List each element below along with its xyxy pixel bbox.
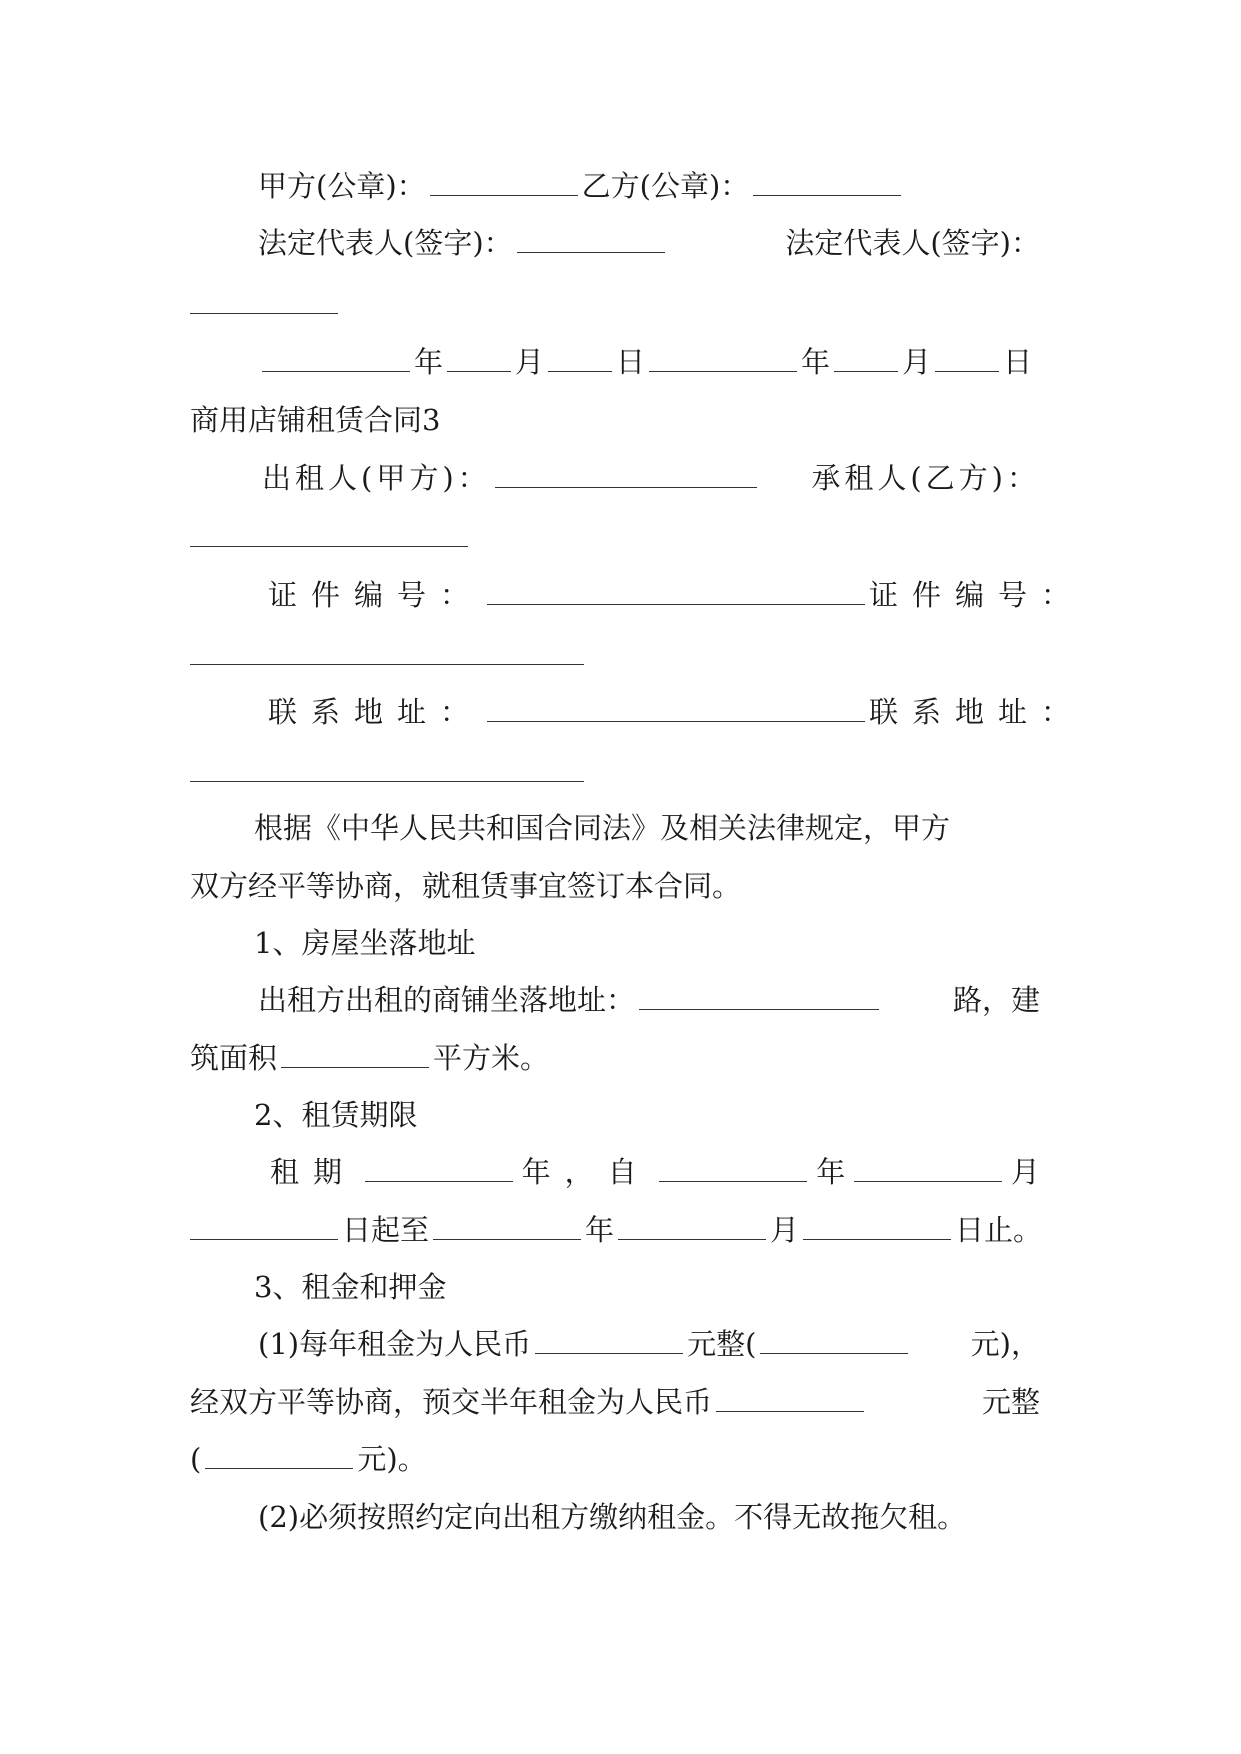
section3-item1-g: 元)。	[357, 1442, 427, 1476]
address-blank-a	[487, 695, 865, 722]
section1-text-b: 路，建	[952, 983, 1040, 1017]
date-month-a: 月	[515, 345, 545, 379]
date-month-a-blank	[447, 345, 511, 372]
prepay-amount-blank	[716, 1385, 864, 1412]
address-line	[268, 692, 1085, 732]
id-label-a: 证件编号：	[268, 578, 484, 612]
address-blank-b	[190, 780, 584, 782]
section2-term-f: 年	[585, 1213, 615, 1247]
section2-heading: 2、租赁期限	[254, 1098, 418, 1132]
party-b-seal-blank	[753, 169, 901, 196]
address-label-a: 联系地址：	[268, 695, 484, 729]
section2-term-b: 年，自	[521, 1155, 651, 1189]
rep-a-blank	[517, 226, 665, 253]
section2-years-blank	[365, 1155, 513, 1182]
id-line	[268, 575, 1085, 615]
date-day-a: 日	[616, 345, 646, 379]
section3-item1-b: 元整(	[687, 1327, 757, 1361]
section3-item1-e: 元整	[981, 1385, 1040, 1419]
section2-end-month-blank	[618, 1213, 766, 1240]
lessee-blank	[190, 545, 468, 547]
section1-text-a: 出租方出租的商铺坐落地址：	[258, 983, 636, 1017]
section1-road-blank	[639, 983, 879, 1010]
date-year-b: 年	[801, 345, 831, 379]
date-day-b: 日	[1003, 345, 1033, 379]
section1-area-blank	[281, 1041, 429, 1068]
section3-item1-d: 经双方平等协商，预交半年租金为人民币	[190, 1385, 713, 1419]
section3-item1-f: (	[190, 1442, 202, 1476]
date-day-a-blank	[548, 345, 612, 372]
lessee-label: 承租人(乙方)：	[811, 461, 1040, 495]
party-a-seal-blank	[430, 169, 578, 196]
date-year-a-blank	[262, 345, 410, 372]
section1-area-line	[190, 1038, 549, 1078]
section2-end-year-blank	[433, 1213, 581, 1240]
section2-start-month-blank	[854, 1155, 1002, 1182]
section3-item1-line1	[258, 1324, 1040, 1364]
rent-figure-blank	[760, 1327, 908, 1354]
rep-a-label: 法定代表人(签字)：	[258, 226, 513, 260]
section2-term-a: 租期	[270, 1155, 357, 1189]
rent-amount-blank	[535, 1327, 683, 1354]
rep-line	[258, 223, 1040, 263]
lessor-label: 出租人(甲方)：	[262, 461, 491, 495]
seal-line	[258, 166, 905, 206]
parties-line	[262, 458, 1040, 498]
section2-start-year-blank	[659, 1155, 807, 1182]
party-b-seal-label: 乙方(公章)：	[581, 169, 750, 203]
section3-heading: 3、租金和押金	[254, 1270, 447, 1304]
intro-line-1: 根据《中华人民共和国合同法》及相关法律规定，甲方	[254, 811, 951, 845]
id-blank-a	[487, 578, 865, 605]
section3-item1-line3	[190, 1439, 427, 1479]
lessor-blank	[495, 461, 757, 488]
section2-start-day-blank	[190, 1213, 338, 1240]
section2-end-day-blank	[803, 1213, 951, 1240]
section2-end-line	[190, 1210, 1042, 1250]
section3-item1-line2	[190, 1382, 1040, 1422]
id-blank-b	[190, 663, 584, 665]
section2-term-line	[270, 1152, 1040, 1192]
section1-text-c: 筑面积	[190, 1041, 278, 1075]
section1-heading: 1、房屋坐落地址	[254, 926, 476, 960]
section2-term-c: 年	[816, 1155, 846, 1189]
rep-b-label: 法定代表人(签字)：	[785, 226, 1040, 260]
date-day-b-blank	[935, 345, 999, 372]
address-label-b: 联系地址：	[869, 695, 1085, 729]
date-year-a: 年	[414, 345, 444, 379]
section2-term-d: 月	[1010, 1155, 1040, 1189]
section2-term-g: 月	[770, 1213, 800, 1247]
section2-term-h: 日止。	[955, 1213, 1043, 1247]
date-month-b-blank	[834, 345, 898, 372]
prepay-figure-blank	[205, 1442, 353, 1469]
date-month-b: 月	[902, 345, 932, 379]
section3-item1-c: 元)，	[970, 1327, 1040, 1361]
section3-item2: (2)必须按照约定向出租方缴纳租金。不得无故拖欠租。	[258, 1500, 967, 1534]
date-year-b-blank	[649, 345, 797, 372]
rep-b-blank	[190, 312, 338, 314]
intro-line-2: 双方经平等协商，就租赁事宜签订本合同。	[190, 869, 742, 903]
section2-term-e: 日起至	[342, 1213, 430, 1247]
party-a-seal-label: 甲方(公章)：	[258, 169, 426, 203]
section1-text-d: 平方米。	[433, 1041, 550, 1075]
id-label-b: 证件编号：	[869, 578, 1085, 612]
date-line	[258, 342, 1032, 382]
section1-address-line	[258, 980, 1040, 1020]
document-title: 商用店铺租赁合同3	[190, 403, 441, 437]
section3-item1-a: (1)每年租金为人民币	[258, 1327, 532, 1361]
